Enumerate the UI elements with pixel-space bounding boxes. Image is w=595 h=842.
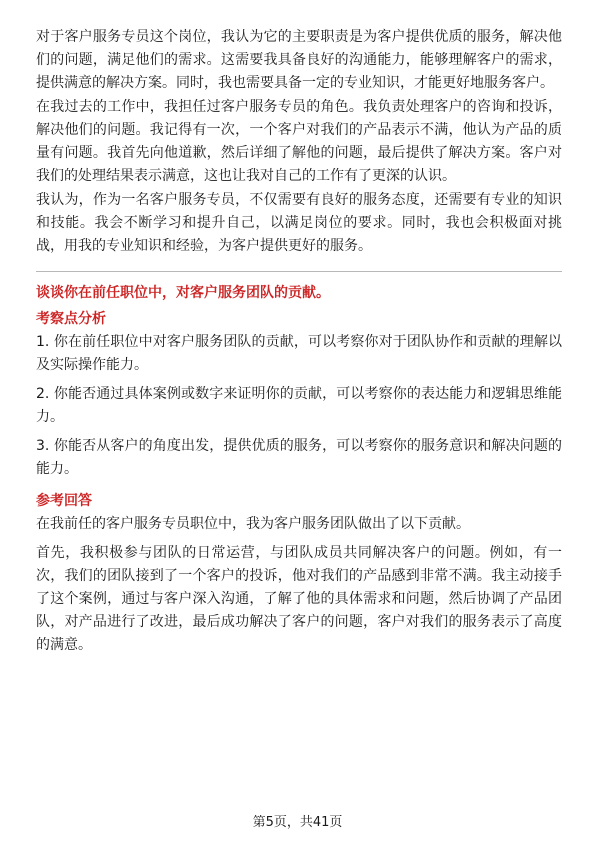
answer-title: 参考回答: [36, 493, 92, 509]
question-heading: 谈谈你在前任职位中，对客户服务团队的贡献。: [36, 285, 330, 301]
answer-paragraph: 在我前任的客户服务专员职位中，我为客户服务团队做出了以下贡献。: [36, 516, 470, 532]
analysis-item: 2. 你能否通过具体案例或数字来证明你的贡献，可以考察你的表达能力和逻辑思维能力。: [36, 386, 562, 425]
answer-paragraph: 首先，我积极参与团队的日常运营，与团队成员共同解决客户的问题。例如，有一次，我们的团队接到了一个客户的投诉，他对我们的产品感到非常不满。我主动接手了这个案例，通过与客户深入沟通，了解了他的具体需求和问题，然后协调了产品团队，对产品进行了改进，最后成功解决了客户的问题，客户对我们的服务表示了高度的满意。: [36, 545, 562, 653]
intro-paragraph: 对于客户服务专员这个岗位，我认为它的主要职责是为客户提供优质的服务，解决他们的问题，满足他们的需求。这需要我具备良好的沟通能力，能够理解客户的需求，提供满意的解决方案。同时，我也需要具备一定的专业知识，才能更好地服务客户。: [36, 29, 562, 91]
document-page: [36, 26, 562, 657]
intro-paragraph: 在我过去的工作中，我担任过客户服务专员的角色。我负责处理客户的咨询和投诉，解决他们的问题。我记得有一次，一个客户对我们的产品表示不满，他认为产品的质量有问题。我首先向他道歉，然后详细了解他的问题，最后提供了解决方案。客户对我们的处理结果表示满意，这也让我对自己的工作有了更深的认识。: [36, 99, 562, 184]
analysis-item: 1. 你在前任职位中对客户服务团队的贡献，可以考察你对于团队协作和贡献的理解以及实际操作能力。: [36, 334, 562, 373]
page-number-footer: 第5页，共41页: [252, 815, 343, 830]
section-divider: [36, 271, 562, 272]
intro-paragraph: 我认为，作为一名客户服务专员，不仅需要有良好的服务态度，还需要有专业的知识和技能。我会不断学习和提升自己，以满足岗位的要求。同时，我也会积极面对挑战，用我的专业知识和经验，为客户提供更好的服务。: [36, 192, 562, 254]
analysis-item: 3. 你能否从客户的角度出发，提供优质的服务，可以考察你的服务意识和解决问题的能力。: [36, 438, 562, 477]
analysis-title: 考察点分析: [36, 311, 106, 327]
